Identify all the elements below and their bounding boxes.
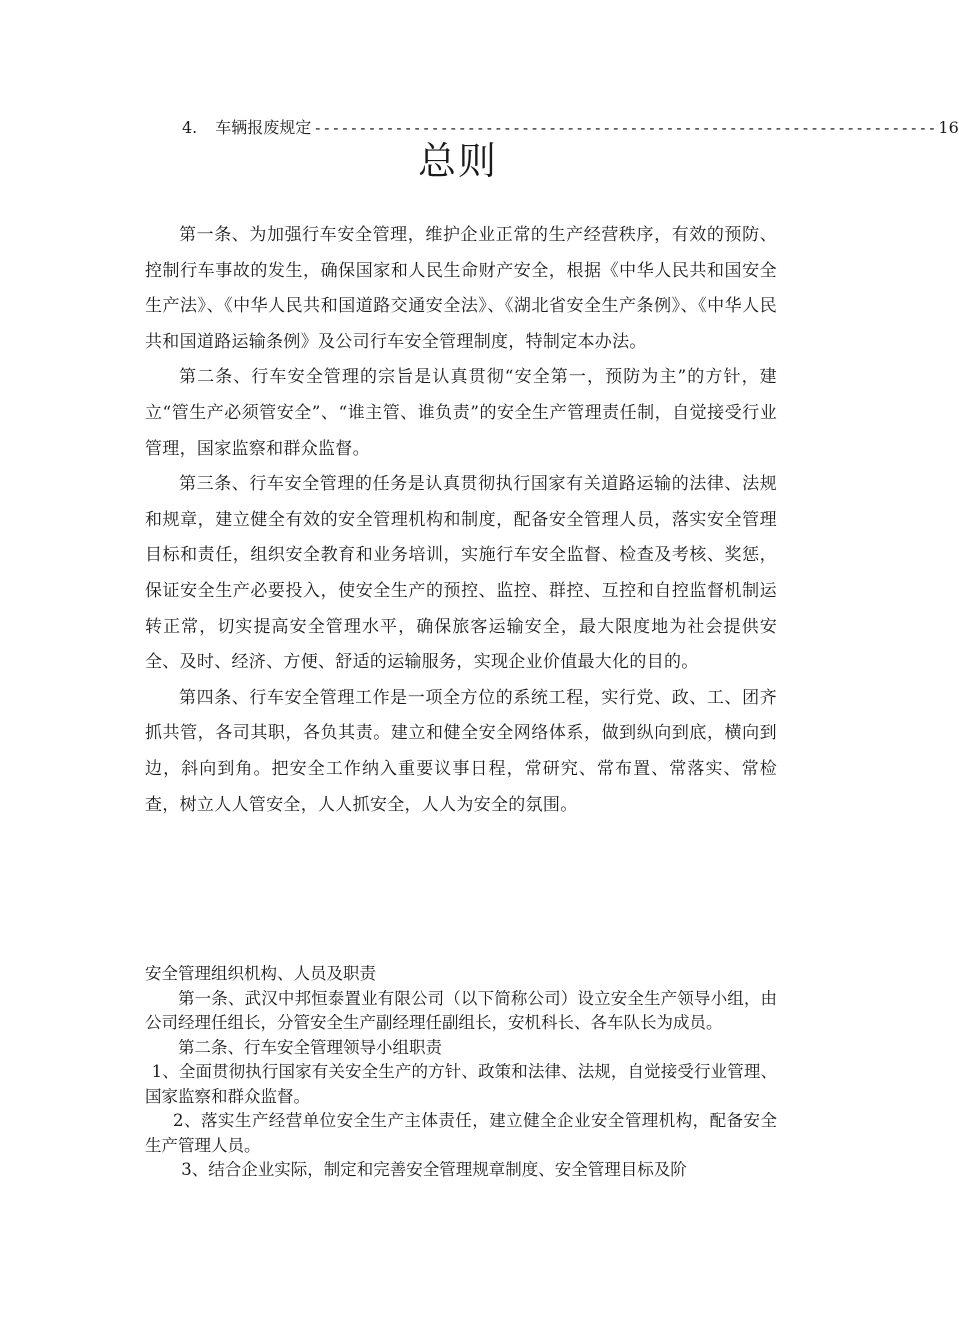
section-heading: 安全管理组织机构、人员及职责 [145, 964, 376, 983]
article-3: 第三条、行车安全管理的任务是认真贯彻执行国家有关道路运输的法律、法规和规章，建立健全有效的安全管理机构和制度，配备安全管理人员，落实安全管理目标和责任，组织安全教育和业务培训，实施行车安全监督、检查及考核、奖惩，保证安全生产必要投入，使安全生产的预控、监控、群控、互控和自控监督机制运转正常，切实提高安全管理水平，确保旅客运输安全，最大限度地为社会提供安全、及时、经济、方便、舒适的运输服务，实现企业价值最大化的目的。 [145, 474, 777, 673]
toc-leader: --------------------------------------------------------------------- [313, 119, 937, 137]
article-2: 第二条、行车安全管理的宗旨是认真贯彻“安全第一，预防为主”的方针，建立“管生产必须管安全”、“谁主管、谁负责”的安全生产管理责任制，自觉接受行业管理，国家监察和群众监督。 [145, 367, 777, 459]
toc-title: 车辆报废规定 [215, 118, 312, 137]
article-1: 第一条、为加强行车安全管理，维护企业正常的生产经营秩序，有效的预防、控制行车事故的发生，确保国家和人民生命财产安全，根据《中华人民共和国安全生产法》、《中华人民共和国道路交通安全法》、《湖北省安全生产条例》、《中华人民共和国道路运输条例》及公司行车安全管理制度，特制定本办法。 [145, 225, 777, 352]
duty-item-2: 2、落实生产经营单位安全生产主体责任，建立健全企业安全管理机构，配备安全生产管理人员。 [145, 1111, 777, 1155]
organization-section [145, 962, 777, 1183]
toc-number: 4. [182, 118, 198, 137]
duty-item-1: 1、全面贯彻执行国家有关安全生产的方针、政策和法律、法规，自觉接受行业管理、国家监察和群众监督。 [145, 1062, 777, 1106]
article-4: 第四条、行车安全管理工作是一项全方位的系统工程，实行党、政、工、团齐抓共管，各司其职，各负其责。建立和健全安全网络体系，做到纵向到底，横向到边，斜向到角。把安全工作纳入重要议事日程，常研究、常布置、常落实、常检查，树立人人管安全，人人抓安全，人人为安全的氛围。 [145, 687, 777, 815]
org-article-1: 第一条、武汉中邦恒泰置业有限公司（以下简称公司）设立安全生产领导小组，由公司经理任组长，分管安全生产副经理任副组长，安机科长、各车队长为成员。 [145, 988, 777, 1032]
toc-page-number: 16 [938, 118, 959, 137]
general-provisions [145, 218, 777, 823]
duty-item-3: 3、结合企业实际，制定和完善安全管理规章制度、安全管理目标及阶 [181, 1160, 687, 1179]
org-article-2: 第二条、行车安全管理领导小组职责 [178, 1037, 442, 1057]
page-title: 总则 [417, 139, 498, 183]
